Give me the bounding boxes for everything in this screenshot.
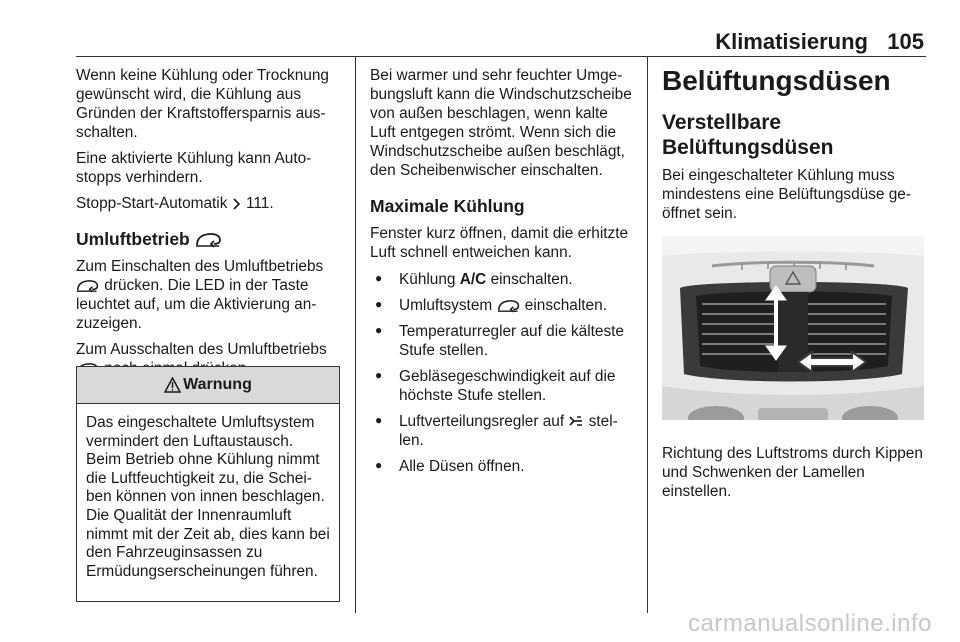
air-recirculation-icon <box>195 232 223 248</box>
watermark: carmanualsonline.info <box>688 610 932 637</box>
paragraph: Wenn keine Kühlung oder Trocknung gewünscht wird, die Kühlung aus Gründen der Kraftstoffersparnis ausschalten. <box>76 67 329 141</box>
column-3 <box>662 66 932 230</box>
section-heading-umluftbetrieb: Umluftbetrieb <box>76 229 342 249</box>
ac-key-label: A/C <box>459 271 487 288</box>
section-heading-belueftungsduesen: Belüftungsdüsen <box>662 65 891 96</box>
list-item: ● Umluftsystem einschalten. <box>370 296 634 315</box>
paragraph: Eine aktivierte Kühlung kann Autostopps verhindern. <box>76 150 312 186</box>
air-recirculation-icon <box>497 299 521 313</box>
photo-caption: Richtung des Luftstroms durch Kippen und Schwenken der Lamellen einstellen. <box>662 445 923 500</box>
warning-triangle-icon <box>164 377 181 393</box>
photo-caption-block <box>662 444 932 508</box>
reference-arrow-icon <box>232 197 242 211</box>
cross-reference: Stopp-Start-Automatik 111. <box>76 195 274 212</box>
header-rule <box>76 56 926 57</box>
running-header-title: Klimatisierung <box>715 29 868 54</box>
air-recirculation-icon <box>76 279 100 293</box>
air-vent-photo <box>662 236 924 420</box>
air-distribution-windscreen-icon <box>568 415 584 429</box>
warning-text: Das eingeschaltete Umluftsystem vermindert den Luftaustausch. Beim Betrieb ohne Kühlung nimmt die Luftfeuchtigkeit zu, die Scheiben können von innen beschlagen. Die Qualität der Innenraumluft nimmt mit der Zeit ab, dies kann bei den Fahrzeuginsassen zu Ermüdungserscheinungen führen. <box>86 414 330 580</box>
list-item: ● Alle Düsen öffnen. <box>370 457 634 476</box>
warning-box <box>76 366 340 602</box>
list-item: ● Luftverteilungsregler auf stellen. <box>370 412 634 450</box>
section-heading-maximale-kuehlung: Maximale Kühlung <box>370 196 525 216</box>
paragraph: Zum Ausschalten des Umluftbetriebs <box>76 340 342 378</box>
paragraph: Fenster kurz öffnen, damit die erhitzte Luft schnell entweichen kann. <box>370 225 629 261</box>
paragraph: Bei eingeschalteter Kühlung muss mindestens eine Belüftungsdüse geöffnet sein. <box>662 167 911 222</box>
list-item: ● Temperaturregler auf die kälteste Stufe stellen. <box>370 322 634 360</box>
warning-header: Warnung <box>77 367 339 404</box>
subsection-heading: Verstellbare Belüftungsdüsen <box>662 111 834 159</box>
list-item: ● Kühlung A/C einschalten. <box>370 270 634 289</box>
column-divider-2 <box>647 57 648 613</box>
column-divider-1 <box>355 57 356 613</box>
list-item: ● Gebläsegeschwindigkeit auf die höchste Stufe stellen. <box>370 367 634 405</box>
page-number: 105 <box>887 29 924 54</box>
instruction-list <box>370 270 634 476</box>
paragraph: Zum Einschalten des Umluftbetriebs drücken. Die LED in der Taste leuchtet auf, um die Aktivierung anzuzeigen. <box>76 258 324 332</box>
column-1 <box>76 66 342 385</box>
column-2 <box>370 66 634 483</box>
paragraph: Bei warmer und sehr feuchter Umgebungsluft kann die Windschutzscheibe von außen beschlagen, wenn kalte Luft entgegen strömt. Wenn sich die Windschutzscheibe außen beschlägt, den Scheibenwischer einschalten. <box>370 67 632 179</box>
